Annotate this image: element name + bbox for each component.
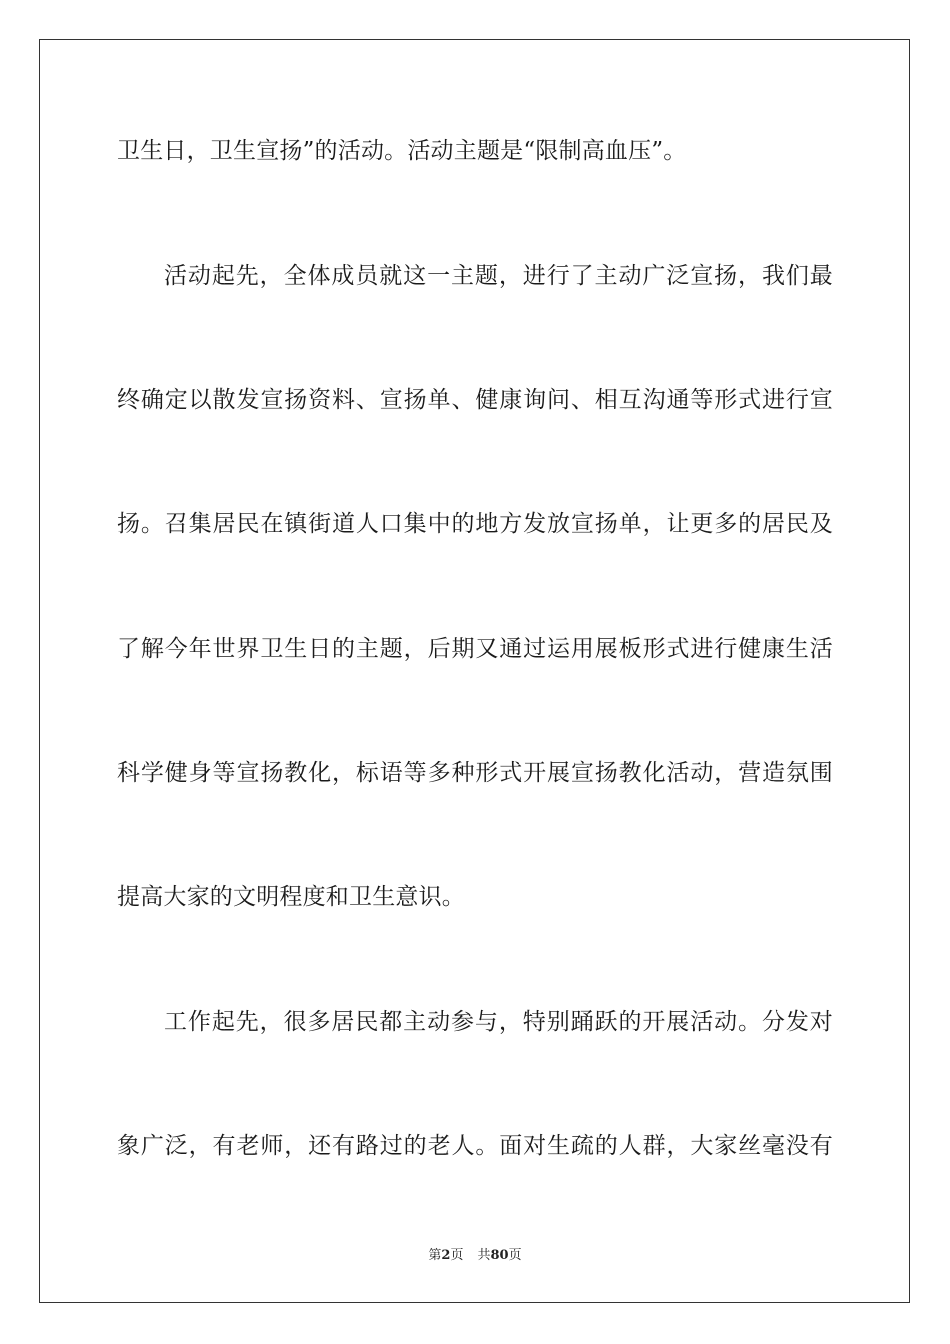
text-line-7: 提高大家的文明程度和卫生意识。: [117, 884, 465, 910]
footer-total-prefix: 共: [477, 1248, 491, 1263]
text-line-4: 扬。召集居民在镇街道人口集中的地方发放宣扬单，让更多的居民及: [117, 511, 833, 537]
text-line-8: 工作起先，很多居民都主动参与，特别踊跃的开展活动。分发对: [164, 1009, 833, 1035]
text-line-3: 终确定以散发宣扬资料、宣扬单、健康询问、相互沟通等形式进行宣: [117, 387, 833, 413]
text-line-6: 科学健身等宣扬教化，标语等多种形式开展宣扬教化活动，营造氛围: [117, 760, 833, 786]
footer-page-number: 2: [441, 1248, 451, 1263]
page-footer: [0, 1247, 950, 1265]
footer-total-suffix: 页: [508, 1248, 522, 1263]
text-line-1: 卫生日，卫生宣扬”的活动。活动主题是“限制高血压”。: [117, 138, 687, 164]
page-border: [39, 39, 910, 1303]
footer-page-suffix: 页: [450, 1248, 464, 1263]
text-line-9: 象广泛，有老师，还有路过的老人。面对生疏的人群，大家丝毫没有: [117, 1133, 833, 1159]
footer-page-prefix: 第: [428, 1248, 442, 1263]
footer-total-pages: 80: [490, 1248, 509, 1263]
text-line-2: 活动起先，全体成员就这一主题，进行了主动广泛宣扬，我们最: [164, 263, 833, 289]
text-line-5: 了解今年世界卫生日的主题，后期又通过运用展板形式进行健康生活: [117, 636, 833, 662]
